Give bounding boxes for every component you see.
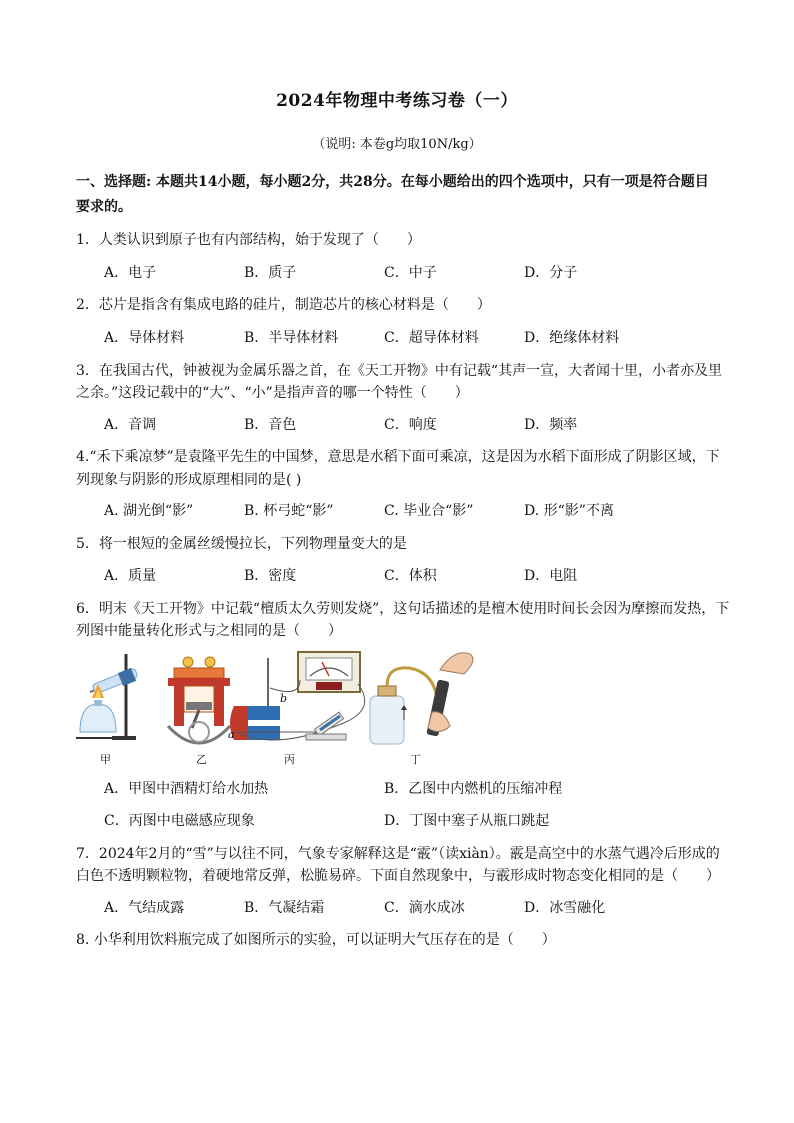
option-d: D．电阻 bbox=[524, 568, 578, 584]
option-b: B．质子 bbox=[244, 265, 297, 281]
option-d: D．分子 bbox=[524, 265, 578, 281]
option-a: A．音调 bbox=[104, 417, 157, 433]
option-c: C．丙图中电磁感应现象 bbox=[104, 813, 255, 829]
question-3: 3．在我国古代，钟被视为金属乐器之首，在《天工开物》中有记载“其声一宣，大者闻十里，小者亦及里 bbox=[76, 363, 723, 379]
diagram-letter-b: b bbox=[280, 692, 288, 705]
option-d: D．绝缘体材料 bbox=[524, 330, 620, 346]
question-6-figures bbox=[70, 650, 490, 770]
option-b: B. 杯弓蛇“影” bbox=[244, 503, 334, 519]
question-7-cont: 白色不透明颗粒物，着硬地常反弹，松脆易碎。下面自然现象中，与霰形成时物态变化相同的是（ ） bbox=[76, 868, 720, 884]
question-6: 6．明末《天工开物》中记载“檀质太久劳则发烧”，这句话描述的是檀木使用时间长会因为摩擦而发热，下 bbox=[76, 601, 730, 617]
option-c: C. 毕业合“影” bbox=[384, 503, 474, 519]
figure-jia-burner bbox=[76, 654, 138, 740]
question-6-cont: 列图中能量转化形式与之相同的是（ ） bbox=[76, 623, 342, 639]
option-b: B．乙图中内燃机的压缩冲程 bbox=[384, 781, 563, 797]
option-d: D．丁图中塞子从瓶口跳起 bbox=[384, 813, 550, 829]
option-c: C．体积 bbox=[384, 568, 437, 584]
question-4: 4.“禾下乘凉梦”是袁隆平先生的中国梦，意思是水稻下面可乘凉，这是因为水稻下面形成了阴影区域，下 bbox=[76, 449, 720, 465]
question-2: 2．芯片是指含有集成电路的硅片，制造芯片的核心材料是（ ） bbox=[76, 297, 491, 313]
option-d: D．冰雪融化 bbox=[524, 900, 606, 916]
question-3-cont: 之余。”这段记载中的“大”、“小”是指声音的哪一个特性（ ） bbox=[76, 385, 469, 401]
option-c: C．超导体材料 bbox=[384, 330, 479, 346]
section-heading: 一、选择题: 本题共14小题，每小题2分，共28分。在每小题给出的四个选项中，只有一项是符合题目 bbox=[76, 174, 709, 190]
question-7: 7．2024年2月的“雪”与以往不同，气象专家解释这是“霰”（读xiàn）。霰是高空中的水蒸气遇冷后形成的 bbox=[76, 846, 720, 862]
option-a: A．气结成露 bbox=[104, 900, 185, 916]
option-a: A．甲图中酒精灯给水加热 bbox=[104, 781, 269, 797]
option-a: A．电子 bbox=[104, 265, 157, 281]
option-b: B．半导体材料 bbox=[244, 330, 339, 346]
option-b: B．密度 bbox=[244, 568, 297, 584]
option-d: D．频率 bbox=[524, 417, 578, 433]
option-b: B．气凝结霜 bbox=[244, 900, 325, 916]
option-c: C．中子 bbox=[384, 265, 437, 281]
option-c: C．滴水成冰 bbox=[384, 900, 465, 916]
instruction-note: （说明: 本卷g均取10N/kg） bbox=[312, 137, 482, 152]
section-heading-cont: 要求的。 bbox=[76, 199, 132, 215]
option-a: A. 湖光倒“影” bbox=[104, 503, 194, 519]
figure-label-ding: 丁 bbox=[410, 753, 421, 766]
option-c: C．响度 bbox=[384, 417, 437, 433]
figure-yi-engine bbox=[168, 657, 230, 743]
figures-svg bbox=[70, 650, 490, 770]
option-d: D. 形“影”不离 bbox=[524, 503, 614, 519]
figure-label-bing: 丙 bbox=[284, 753, 295, 766]
diagram-letter-a: a bbox=[228, 728, 235, 741]
figure-ding-pump bbox=[370, 653, 473, 744]
page-title: 2024年物理中考练习卷（一） bbox=[276, 91, 518, 111]
figure-label-jia: 甲 bbox=[100, 753, 111, 766]
question-1: 1．人类认识到原子也有内部结构，始于发现了（ ） bbox=[76, 232, 421, 248]
option-a: A．质量 bbox=[104, 568, 157, 584]
figure-label-yi: 乙 bbox=[196, 753, 207, 766]
question-4-cont: 列现象与阴影的形成原理相同的是( ) bbox=[76, 472, 302, 488]
option-b: B．音色 bbox=[244, 417, 297, 433]
option-a: A．导体材料 bbox=[104, 330, 185, 346]
question-5: 5．将一根短的金属丝缓慢拉长，下列物理量变大的是 bbox=[76, 536, 407, 552]
question-8: 8. 小华利用饮料瓶完成了如图所示的实验，可以证明大气压存在的是（ ） bbox=[76, 932, 556, 948]
figure-bing-circuit bbox=[230, 652, 365, 740]
